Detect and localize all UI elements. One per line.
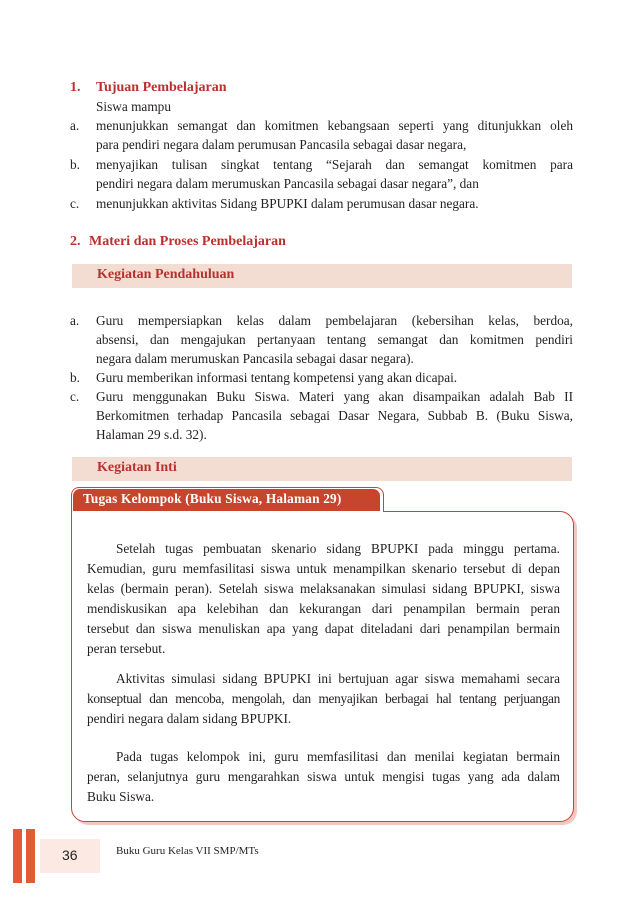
- section-1-number: 1.: [70, 80, 81, 95]
- list-marker: a.: [70, 118, 80, 133]
- task-paragraph-line: peran tersebut.: [87, 641, 166, 656]
- task-paragraph-line: peran, selanjutnya guru mengarahkan siswa untuk mengisi tugas yang ada dalam: [87, 769, 560, 784]
- list-marker: b.: [70, 370, 80, 385]
- footer-bar: [26, 829, 35, 883]
- task-paragraph-line: pendiri negara dalam sidang BPUPKI.: [87, 711, 292, 726]
- inti-title: Kegiatan Inti: [97, 460, 177, 475]
- list-item-line: menunjukkan semangat dan komitmen kebangsaan seperti yang ditunjukkan oleh: [96, 118, 573, 133]
- list-marker: c.: [70, 389, 80, 404]
- list-item-line: Guru mempersiapkan kelas dalam pembelajaran (kebersihan kelas, berdoa,: [96, 313, 573, 328]
- task-paragraph-line: konseptual dan mencoba, mengolah, dan menyajikan berbagai hal tentang perjuangan: [87, 691, 560, 706]
- page-number: 36: [62, 847, 78, 863]
- list-item-line: negara dalam merumuskan Pancasila sebagai dasar negara).: [96, 351, 414, 366]
- task-paragraph-line: Setelah tugas pembuatan skenario sidang BPUPKI pada minggu pertama.: [116, 541, 560, 556]
- list-item-line: pendiri negara dalam merumuskan Pancasila sebagai dasar negara”, dan: [96, 176, 479, 191]
- section-1-intro: Siswa mampu: [96, 99, 171, 114]
- task-label: Tugas Kelompok (Buku Siswa, Halaman 29): [83, 491, 342, 506]
- list-marker: c.: [70, 196, 80, 211]
- pendahuluan-band: [72, 264, 572, 288]
- list-item-line: Halaman 29 s.d. 32).: [96, 427, 207, 442]
- section-2-number: 2.: [70, 234, 81, 249]
- list-item-line: Berkomitmen terhadap Pancasila sebagai Dasar Negara, Subbab B. (Buku Siswa,: [96, 408, 573, 423]
- task-paragraph-line: mendiskusikan apa kelebihan dan kekurangan dari penampilan bermain peran: [87, 601, 560, 616]
- section-1-title: Tujuan Pembelajaran: [96, 80, 227, 95]
- footer-bar: [13, 829, 22, 883]
- list-item-line: para pendiri negara dalam perumusan Pancasila sebagai dasar negara,: [96, 137, 467, 152]
- task-tab: [73, 489, 380, 511]
- task-paragraph-line: Kemudian, guru memfasilitasi siswa untuk menampilkan skenario tersebut di depan: [87, 561, 560, 576]
- page-number-box: [40, 839, 100, 873]
- list-item-line: Guru memberikan informasi tentang kompetensi yang akan dicapai.: [96, 370, 458, 385]
- task-paragraph-line: tersebut dan siswa menuliskan apa yang dapat diteladani dari penampilan bermain: [87, 621, 560, 636]
- list-item-line: Guru menggunakan Buku Siswa. Materi yang akan disampaikan adalah Bab II: [96, 389, 573, 404]
- task-paragraph-line: Buku Siswa.: [87, 789, 155, 804]
- task-paragraph-line: kelas (bermain peran). Setelah siswa melaksanakan simulasi sidang BPUPKI, siswa: [87, 581, 560, 596]
- section-2-title: Materi dan Proses Pembelajaran: [89, 234, 286, 249]
- book-title: Buku Guru Kelas VII SMP/MTs: [116, 845, 259, 857]
- task-paragraph-line: Pada tugas kelompok ini, guru memfasilitasi dan menilai kegiatan bermain: [116, 749, 560, 764]
- list-item-line: menyajikan tulisan singkat tentang “Sejarah dan semangat komitmen para: [96, 157, 573, 172]
- task-paragraph-line: Aktivitas simulasi sidang BPUPKI ini bertujuan agar siswa memahami secara: [116, 671, 560, 686]
- list-marker: a.: [70, 313, 80, 328]
- list-item-line: menunjukkan aktivitas Sidang BPUPKI dalam perumusan dasar negara.: [96, 196, 479, 211]
- inti-band: [72, 457, 572, 481]
- list-marker: b.: [70, 157, 80, 172]
- list-item-line: absensi, dan mengajukan pertanyaan tentang semangat dan komitmen pendiri: [96, 332, 573, 347]
- pendahuluan-title: Kegiatan Pendahuluan: [97, 267, 235, 282]
